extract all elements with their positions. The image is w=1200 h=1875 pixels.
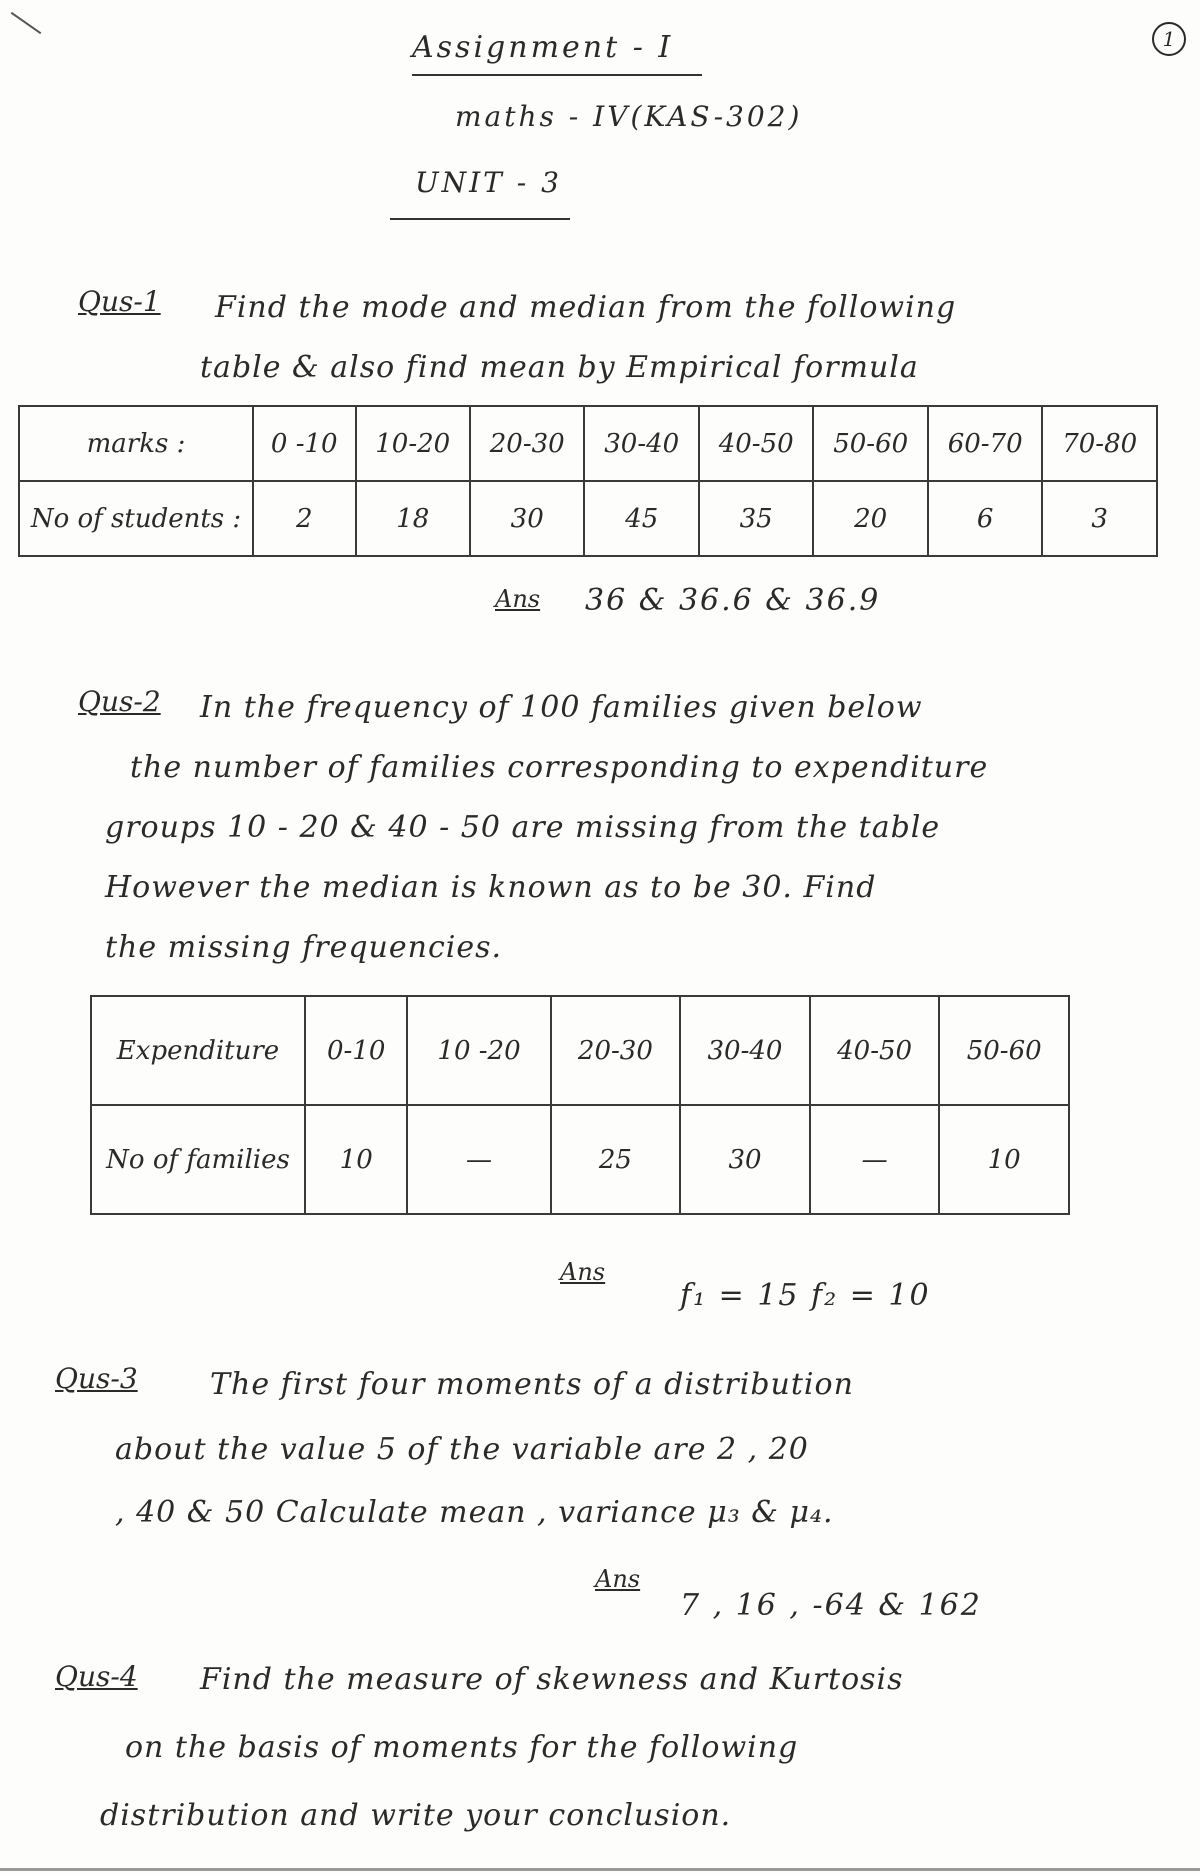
q2-range-cell: 0-10 bbox=[305, 996, 407, 1105]
q2-range-cell: 10 -20 bbox=[407, 996, 550, 1105]
q1-value-cell: 20 bbox=[813, 481, 927, 556]
q2-answer-label: Ans bbox=[560, 1258, 606, 1286]
q2-table-row-families bbox=[91, 1105, 1069, 1214]
q2-value-cell: 30 bbox=[680, 1105, 810, 1214]
q2-answer: f₁ = 15 f₂ = 10 bbox=[680, 1278, 931, 1313]
q2-range-cell: 30-40 bbox=[680, 996, 810, 1105]
q2-line-5: the missing frequencies. bbox=[105, 930, 503, 965]
q1-row-header-students: No of students : bbox=[19, 481, 253, 556]
q4-line-3: distribution and write your conclusion. bbox=[100, 1798, 732, 1833]
q1-table bbox=[18, 405, 1158, 557]
q2-table-row-expenditure bbox=[91, 996, 1069, 1105]
q1-value-cell: 35 bbox=[699, 481, 813, 556]
q1-table-row-marks bbox=[19, 406, 1157, 481]
q3-answer: 7 , 16 , -64 & 162 bbox=[680, 1588, 982, 1623]
q1-line-2: table & also find mean by Empirical formula bbox=[200, 350, 919, 385]
q1-range-cell: 30-40 bbox=[584, 406, 698, 481]
unit-underline bbox=[390, 218, 570, 220]
q4-line-1: Find the measure of skewness and Kurtosis bbox=[200, 1662, 904, 1697]
q1-table-row-students bbox=[19, 481, 1157, 556]
q2-range-cell: 50-60 bbox=[939, 996, 1069, 1105]
unit-line: UNIT - 3 bbox=[415, 166, 562, 199]
subject-line: maths - IV(KAS-302) bbox=[455, 100, 803, 133]
page-number: 1 bbox=[1152, 22, 1186, 56]
q1-range-cell: 50-60 bbox=[813, 406, 927, 481]
q1-answer: 36 & 36.6 & 36.9 bbox=[585, 583, 881, 618]
q1-value-cell: 45 bbox=[584, 481, 698, 556]
q1-value-cell: 3 bbox=[1042, 481, 1157, 556]
q2-table bbox=[90, 995, 1070, 1215]
q2-line-3: groups 10 - 20 & 40 - 50 are missing from the table bbox=[105, 810, 941, 845]
q2-value-cell: — bbox=[810, 1105, 940, 1214]
q4-label: Qus-4 bbox=[55, 1660, 138, 1693]
q1-value-cell: 18 bbox=[356, 481, 470, 556]
assignment-title: Assignment - I bbox=[412, 30, 674, 65]
q1-range-cell: 40-50 bbox=[699, 406, 813, 481]
q2-value-cell: 10 bbox=[939, 1105, 1069, 1214]
q1-range-cell: 70-80 bbox=[1042, 406, 1157, 481]
corner-pen-mark bbox=[11, 12, 42, 34]
q2-value-cell: — bbox=[407, 1105, 550, 1214]
q1-range-cell: 10-20 bbox=[356, 406, 470, 481]
q1-value-cell: 6 bbox=[928, 481, 1042, 556]
q3-label: Qus-3 bbox=[55, 1362, 138, 1395]
q3-answer-label: Ans bbox=[595, 1565, 641, 1593]
q2-row-header-families: No of families bbox=[91, 1105, 305, 1214]
q1-answer-label: Ans bbox=[495, 585, 541, 613]
q2-range-cell: 40-50 bbox=[810, 996, 940, 1105]
q2-row-header-expenditure: Expenditure bbox=[91, 996, 305, 1105]
q1-label: Qus-1 bbox=[78, 285, 161, 318]
q1-value-cell: 2 bbox=[253, 481, 356, 556]
q1-range-cell: 0 -10 bbox=[253, 406, 356, 481]
q2-label: Qus-2 bbox=[78, 685, 161, 718]
q2-range-cell: 20-30 bbox=[551, 996, 681, 1105]
page-bottom-edge bbox=[0, 1868, 1200, 1871]
q3-line-3: , 40 & 50 Calculate mean , variance μ₃ & μ₄. bbox=[115, 1495, 834, 1530]
q1-row-header-marks: marks : bbox=[19, 406, 253, 481]
q1-line-1: Find the mode and median from the following bbox=[215, 290, 957, 325]
q2-line-4: However the median is known as to be 30. Find bbox=[105, 870, 877, 905]
q2-value-cell: 25 bbox=[551, 1105, 681, 1214]
q2-line-2: the number of families corresponding to expenditure bbox=[130, 750, 989, 785]
q2-line-1: In the frequency of 100 families given below bbox=[200, 690, 923, 725]
title-underline bbox=[412, 74, 702, 76]
q3-line-2: about the value 5 of the variable are 2 , 20 bbox=[115, 1432, 809, 1467]
q1-range-cell: 20-30 bbox=[470, 406, 584, 481]
q4-line-2: on the basis of moments for the following bbox=[125, 1730, 799, 1765]
q1-value-cell: 30 bbox=[470, 481, 584, 556]
q1-range-cell: 60-70 bbox=[928, 406, 1042, 481]
q2-value-cell: 10 bbox=[305, 1105, 407, 1214]
q3-line-1: The first four moments of a distribution bbox=[210, 1367, 854, 1402]
